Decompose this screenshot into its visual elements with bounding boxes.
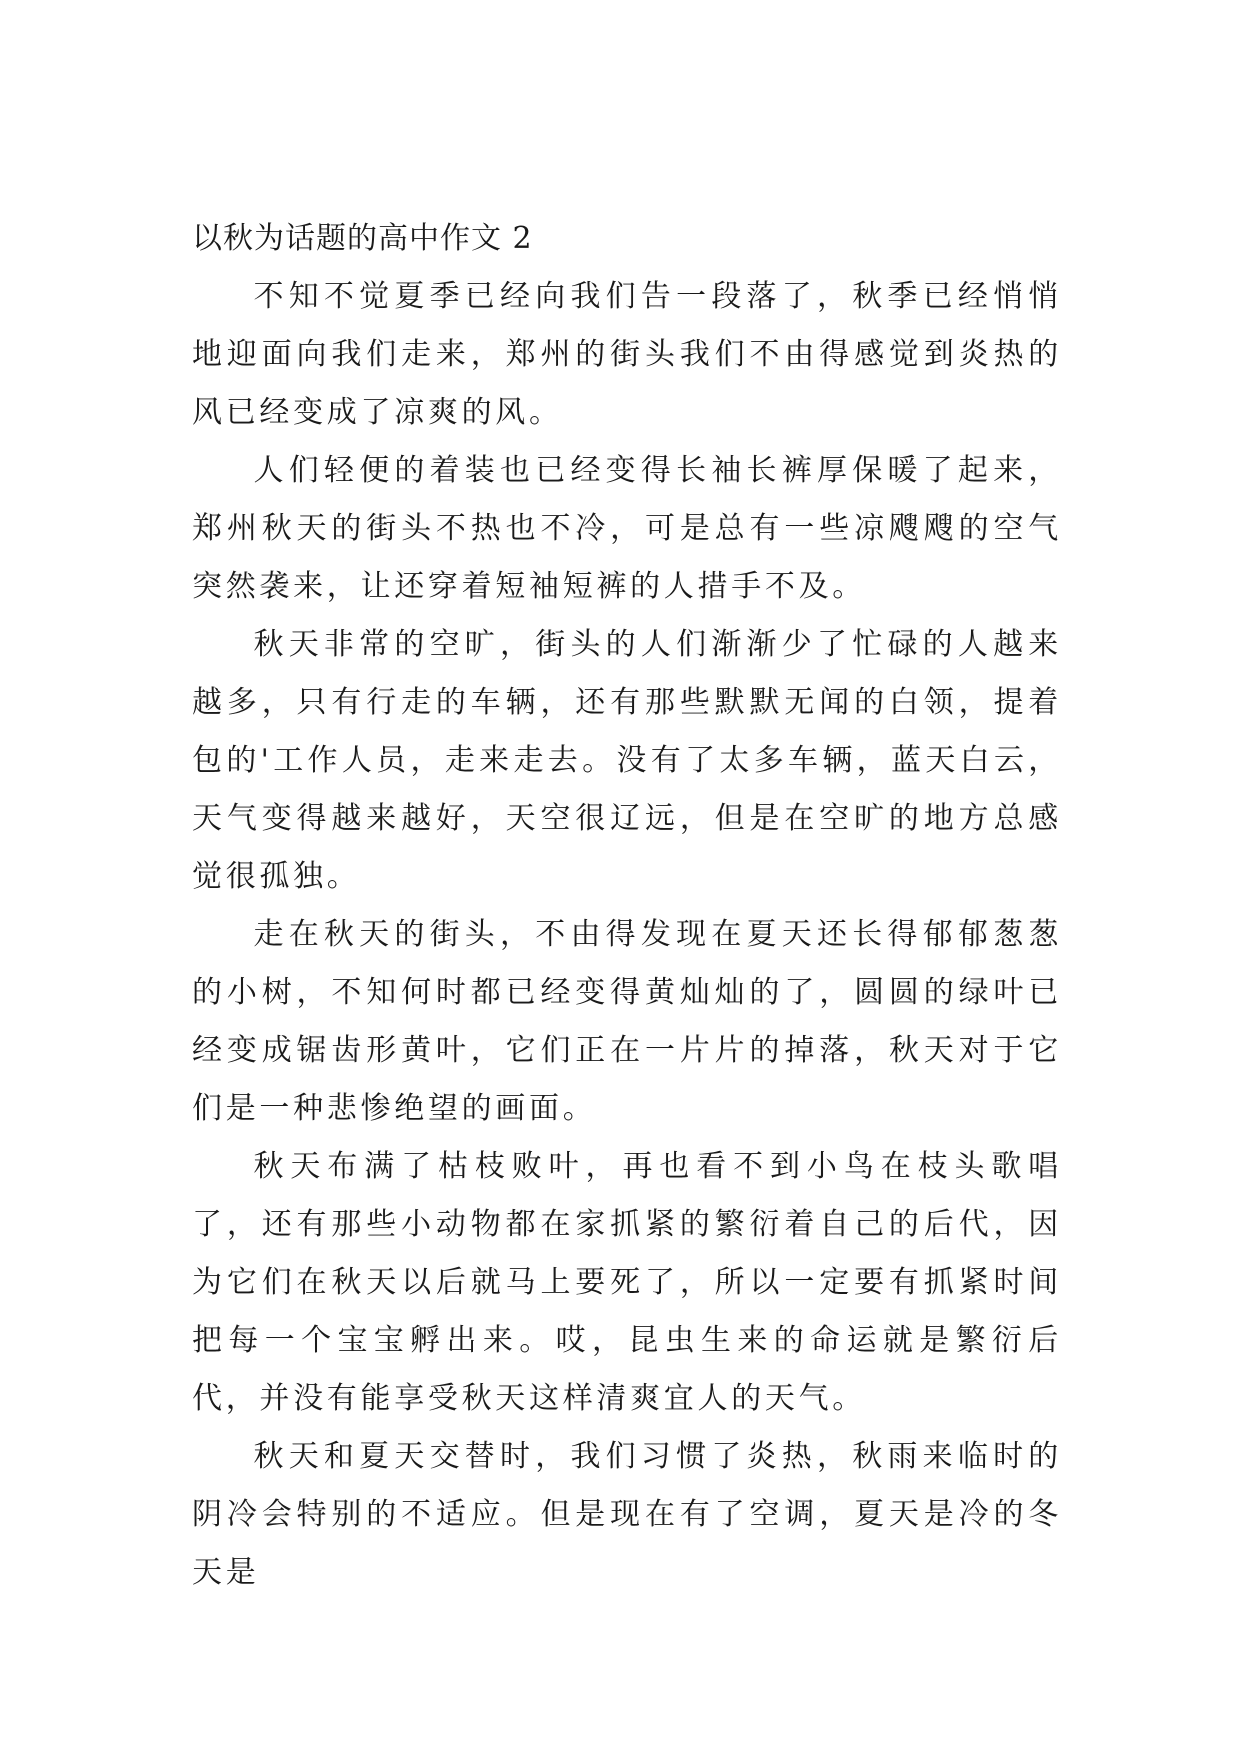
paragraph-3: 秋天非常的空旷，街头的人们渐渐少了忙碌的人越来越多，只有行走的车辆，还有那些默默无闻的白领，提着包的'工作人员，走来走去。没有了太多车辆，蓝天白云，天气变得越来越好，天空很辽远，但是在空旷的地方总感觉很孤独。	[192, 627, 1062, 894]
document-title: 以秋为话题的高中作文 2	[192, 221, 533, 256]
paragraph-2: 人们轻便的着装也已经变得长袖长裤厚保暖了起来，郑州秋天的街头不热也不冷，可是总有一些凉飕飕的空气突然袭来，让还穿着短袖短裤的人措手不及。	[192, 453, 1062, 604]
paragraph-6: 秋天和夏天交替时，我们习惯了炎热，秋雨来临时的阴冷会特别的不适应。但是现在有了空调，夏天是冷的冬天是	[192, 1439, 1062, 1590]
paragraph-5: 秋天布满了枯枝败叶，再也看不到小鸟在枝头歌唱了，还有那些小动物都在家抓紧的繁衍着自己的后代，因为它们在秋天以后就马上要死了，所以一定要有抓紧时间把每一个宝宝孵出来。哎，昆虫生来的命运就是繁衍后代，并没有能享受秋天这样清爽宜人的天气。	[192, 1149, 1062, 1416]
paragraph-4: 走在秋天的街头，不由得发现在夏天还长得郁郁葱葱的小树，不知何时都已经变得黄灿灿的了，圆圆的绿叶已经变成锯齿形黄叶，它们正在一片片的掉落，秋天对于它们是一种悲惨绝望的画面。	[192, 917, 1062, 1126]
paragraph-1: 不知不觉夏季已经向我们告一段落了，秋季已经悄悄地迎面向我们走来，郑州的街头我们不由得感觉到炎热的风已经变成了凉爽的风。	[192, 279, 1062, 430]
document-body	[192, 210, 1062, 1602]
